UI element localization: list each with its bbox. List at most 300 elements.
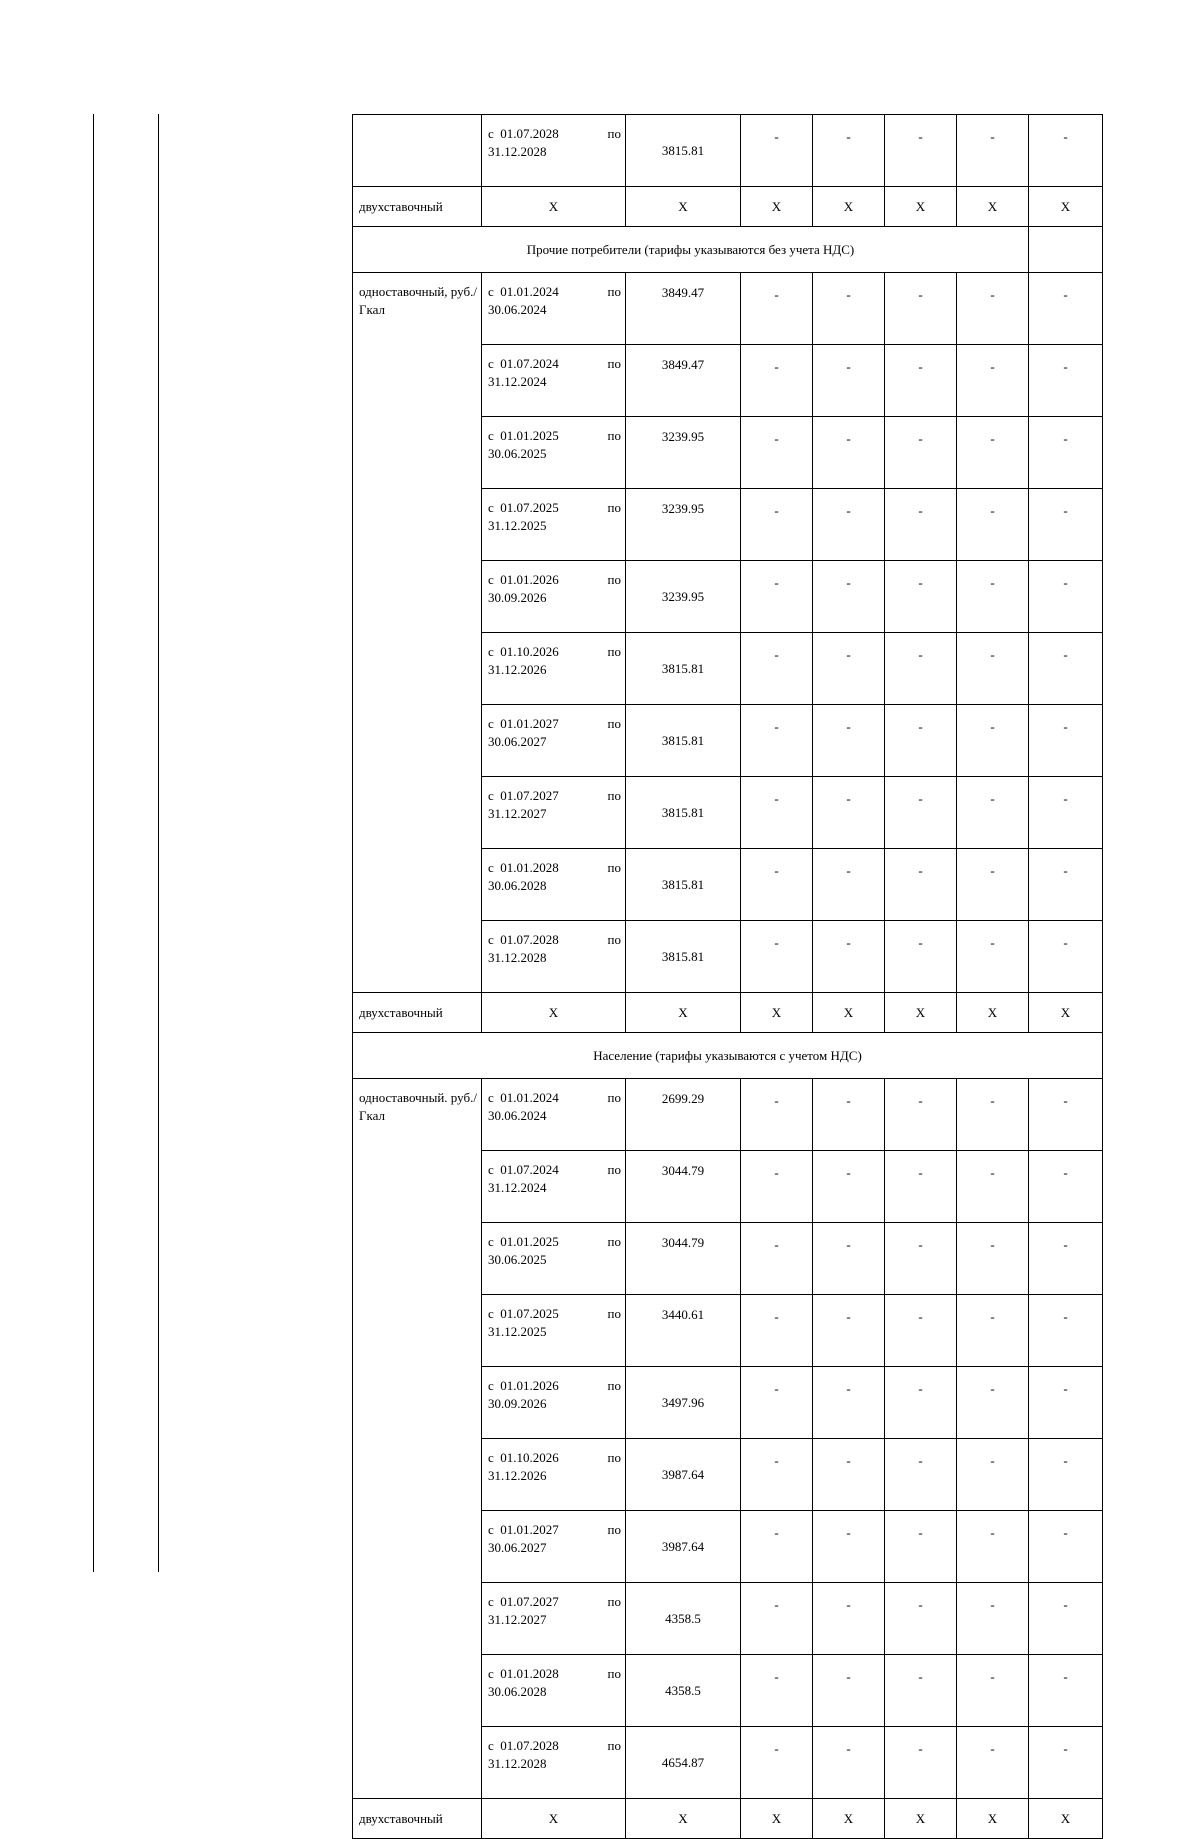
- tariff-value-cell: 3849.47: [626, 345, 741, 417]
- two-rate-row: [353, 1799, 1103, 1839]
- empty-value-cell: -: [813, 1583, 885, 1655]
- empty-value-cell: -: [813, 1079, 885, 1151]
- empty-value-cell: -: [1029, 115, 1103, 187]
- empty-value-cell: -: [741, 705, 813, 777]
- period-line-start: [488, 715, 621, 733]
- period-from: [488, 1305, 559, 1323]
- period-line-start: [488, 1233, 621, 1251]
- to-word: по: [607, 1594, 621, 1609]
- empty-value-cell: -: [741, 921, 813, 993]
- tariff-table: [352, 114, 1103, 1839]
- period-cell: [482, 417, 626, 489]
- period-cell: [482, 1295, 626, 1367]
- period-from: [488, 571, 559, 589]
- period-from: [488, 1593, 559, 1611]
- empty-value-cell: -: [885, 115, 957, 187]
- date-from: 01.07.2024: [500, 356, 559, 371]
- empty-value-cell: -: [813, 489, 885, 561]
- empty-value-cell: -: [813, 1511, 885, 1583]
- empty-value-cell: -: [813, 1655, 885, 1727]
- x-cell: X: [1029, 1799, 1103, 1839]
- from-word: с: [488, 860, 494, 875]
- period-from: [488, 1665, 559, 1683]
- date-to: 31.12.2024: [488, 1180, 547, 1195]
- empty-value-cell: -: [957, 1655, 1029, 1727]
- date-from: 01.07.2025: [500, 500, 559, 515]
- period-line-start: [488, 1161, 621, 1179]
- date-to: 31.12.2028: [488, 950, 547, 965]
- period-cell: [482, 921, 626, 993]
- empty-value-cell: -: [741, 489, 813, 561]
- period-line-start: [488, 499, 621, 517]
- tariff-value-cell: 3440.61: [626, 1295, 741, 1367]
- period-from: [488, 1161, 559, 1179]
- period-line-start: [488, 859, 621, 877]
- to-word: по: [607, 716, 621, 731]
- empty-value-cell: -: [885, 705, 957, 777]
- empty-value-cell: -: [741, 1295, 813, 1367]
- empty-value-cell: -: [813, 1295, 885, 1367]
- period-from: [488, 499, 559, 517]
- x-cell: X: [957, 993, 1029, 1033]
- date-from: 01.01.2026: [500, 1378, 559, 1393]
- from-word: с: [488, 500, 494, 515]
- empty-value-cell: -: [885, 1367, 957, 1439]
- date-to: 30.06.2024: [488, 302, 547, 317]
- tariff-type-cell: двухставочный: [353, 993, 482, 1033]
- empty-value-cell: -: [885, 1583, 957, 1655]
- empty-value-cell: -: [885, 633, 957, 705]
- empty-value-cell: -: [957, 561, 1029, 633]
- to-word: по: [607, 1522, 621, 1537]
- date-to: 30.06.2025: [488, 1252, 547, 1267]
- period-from: [488, 1737, 559, 1755]
- date-to: 30.09.2026: [488, 1396, 547, 1411]
- date-from: 01.01.2024: [500, 284, 559, 299]
- period-line-start: [488, 1449, 621, 1467]
- empty-value-cell: -: [885, 489, 957, 561]
- x-cell: X: [626, 1799, 741, 1839]
- x-cell: X: [741, 993, 813, 1033]
- from-word: с: [488, 932, 494, 947]
- date-from: 01.10.2026: [500, 644, 559, 659]
- empty-value-cell: -: [885, 1079, 957, 1151]
- empty-value-cell: -: [741, 849, 813, 921]
- date-to: 30.06.2028: [488, 1684, 547, 1699]
- period-cell: [482, 633, 626, 705]
- date-to: 30.06.2028: [488, 878, 547, 893]
- empty-value-cell: -: [1029, 273, 1103, 345]
- empty-value-cell: -: [957, 273, 1029, 345]
- period-cell: [482, 705, 626, 777]
- empty-value-cell: -: [813, 633, 885, 705]
- x-cell: X: [813, 993, 885, 1033]
- empty-value-cell: -: [957, 1295, 1029, 1367]
- empty-value-cell: -: [741, 1367, 813, 1439]
- table-row: [353, 115, 1103, 187]
- from-word: с: [488, 788, 494, 803]
- date-from: 01.01.2025: [500, 428, 559, 443]
- tariff-value-cell: 4654.87: [626, 1727, 741, 1799]
- empty-value-cell: -: [957, 921, 1029, 993]
- tariff-value-cell: 3239.95: [626, 561, 741, 633]
- date-from: 01.01.2024: [500, 1090, 559, 1105]
- section-header-row: [353, 1033, 1103, 1079]
- to-word: по: [607, 1450, 621, 1465]
- empty-value-cell: -: [813, 777, 885, 849]
- empty-value-cell: -: [1029, 345, 1103, 417]
- empty-value-cell: -: [885, 345, 957, 417]
- empty-value-cell: -: [741, 115, 813, 187]
- tariff-type-cell: одноставочный. руб./Гкал: [353, 1079, 482, 1799]
- empty-value-cell: -: [1029, 921, 1103, 993]
- empty-value-cell: -: [813, 1727, 885, 1799]
- period-line-start: [488, 1305, 621, 1323]
- period-line-start: [488, 1089, 621, 1107]
- period-cell: [482, 1223, 626, 1295]
- empty-value-cell: -: [885, 1655, 957, 1727]
- empty-value-cell: -: [885, 1727, 957, 1799]
- empty-value-cell: -: [741, 1583, 813, 1655]
- empty-value-cell: -: [957, 1727, 1029, 1799]
- empty-value-cell: -: [813, 849, 885, 921]
- from-word: с: [488, 716, 494, 731]
- period-line-start: [488, 125, 621, 143]
- x-cell: X: [957, 1799, 1029, 1839]
- period-cell: [482, 115, 626, 187]
- tariff-value-cell: 3239.95: [626, 489, 741, 561]
- x-cell: X: [813, 187, 885, 227]
- empty-value-cell: -: [813, 1367, 885, 1439]
- to-word: по: [607, 1738, 621, 1753]
- empty-value-cell: -: [813, 705, 885, 777]
- empty-value-cell: -: [885, 921, 957, 993]
- period-cell: [482, 345, 626, 417]
- period-from: [488, 931, 559, 949]
- tariff-value-cell: 3239.95: [626, 417, 741, 489]
- period-cell: [482, 1511, 626, 1583]
- x-cell: X: [885, 187, 957, 227]
- empty-value-cell: -: [741, 1079, 813, 1151]
- to-word: по: [607, 284, 621, 299]
- from-word: с: [488, 1522, 494, 1537]
- table-row: [353, 273, 1103, 345]
- empty-value-cell: -: [885, 273, 957, 345]
- empty-value-cell: -: [1029, 561, 1103, 633]
- x-cell: X: [482, 187, 626, 227]
- from-word: с: [488, 1234, 494, 1249]
- empty-value-cell: -: [1029, 1439, 1103, 1511]
- empty-value-cell: -: [741, 633, 813, 705]
- empty-value-cell: -: [813, 1151, 885, 1223]
- date-from: 01.07.2027: [500, 788, 559, 803]
- tariff-value-cell: 4358.5: [626, 1655, 741, 1727]
- to-word: по: [607, 1090, 621, 1105]
- period-cell: [482, 1727, 626, 1799]
- tariff-value-cell: 3044.79: [626, 1151, 741, 1223]
- from-word: с: [488, 428, 494, 443]
- empty-value-cell: -: [957, 1079, 1029, 1151]
- date-from: 01.10.2026: [500, 1450, 559, 1465]
- date-from: 01.07.2025: [500, 1306, 559, 1321]
- section-header-row: [353, 227, 1103, 273]
- empty-value-cell: -: [885, 1151, 957, 1223]
- empty-value-cell: -: [957, 849, 1029, 921]
- left-margin-line: [93, 114, 94, 1572]
- from-word: с: [488, 1450, 494, 1465]
- empty-value-cell: -: [957, 777, 1029, 849]
- tariff-value-cell: 3044.79: [626, 1223, 741, 1295]
- empty-value-cell: -: [813, 921, 885, 993]
- period-cell: [482, 273, 626, 345]
- x-cell: X: [482, 1799, 626, 1839]
- date-to: 31.12.2024: [488, 374, 547, 389]
- period-line-start: [488, 1377, 621, 1395]
- tariff-value-cell: 3815.81: [626, 705, 741, 777]
- to-word: по: [607, 428, 621, 443]
- empty-value-cell: -: [1029, 1295, 1103, 1367]
- period-cell: [482, 1079, 626, 1151]
- from-word: с: [488, 1378, 494, 1393]
- date-from: 01.01.2027: [500, 716, 559, 731]
- period-line-start: [488, 1521, 621, 1539]
- period-from: [488, 1089, 559, 1107]
- date-to: 30.06.2027: [488, 1540, 547, 1555]
- empty-value-cell: -: [885, 561, 957, 633]
- date-to: 31.12.2026: [488, 662, 547, 677]
- empty-cell: [1029, 227, 1103, 273]
- empty-value-cell: -: [813, 417, 885, 489]
- period-line-start: [488, 571, 621, 589]
- empty-value-cell: -: [741, 1727, 813, 1799]
- date-from: 01.07.2027: [500, 1594, 559, 1609]
- empty-value-cell: -: [1029, 1727, 1103, 1799]
- empty-value-cell: -: [957, 705, 1029, 777]
- empty-value-cell: -: [885, 1511, 957, 1583]
- from-word: с: [488, 572, 494, 587]
- from-word: с: [488, 1594, 494, 1609]
- x-cell: X: [813, 1799, 885, 1839]
- date-to: 31.12.2027: [488, 1612, 547, 1627]
- to-word: по: [607, 500, 621, 515]
- from-word: с: [488, 284, 494, 299]
- tariff-value-cell: 3815.81: [626, 921, 741, 993]
- x-cell: X: [626, 187, 741, 227]
- to-word: по: [607, 126, 621, 141]
- empty-value-cell: -: [741, 345, 813, 417]
- date-to: 30.09.2026: [488, 590, 547, 605]
- tariff-value-cell: 3987.64: [626, 1511, 741, 1583]
- to-word: по: [607, 356, 621, 371]
- date-to: 30.06.2027: [488, 734, 547, 749]
- empty-value-cell: -: [741, 1511, 813, 1583]
- empty-value-cell: -: [813, 1223, 885, 1295]
- x-cell: X: [1029, 187, 1103, 227]
- tariff-value-cell: 3815.81: [626, 115, 741, 187]
- date-to: 31.12.2026: [488, 1468, 547, 1483]
- tariff-value-cell: 3849.47: [626, 273, 741, 345]
- to-word: по: [607, 644, 621, 659]
- empty-value-cell: -: [1029, 1079, 1103, 1151]
- empty-value-cell: -: [741, 273, 813, 345]
- period-cell: [482, 777, 626, 849]
- empty-value-cell: -: [741, 1151, 813, 1223]
- date-from: 01.07.2028: [500, 932, 559, 947]
- empty-value-cell: -: [1029, 489, 1103, 561]
- from-word: с: [488, 644, 494, 659]
- period-from: [488, 1521, 559, 1539]
- empty-value-cell: -: [1029, 1151, 1103, 1223]
- to-word: по: [607, 788, 621, 803]
- empty-value-cell: -: [741, 561, 813, 633]
- to-word: по: [607, 860, 621, 875]
- x-cell: X: [1029, 993, 1103, 1033]
- empty-value-cell: -: [885, 849, 957, 921]
- period-from: [488, 427, 559, 445]
- from-word: с: [488, 1162, 494, 1177]
- period-from: [488, 787, 559, 805]
- empty-value-cell: -: [1029, 633, 1103, 705]
- period-from: [488, 1233, 559, 1251]
- x-cell: X: [482, 993, 626, 1033]
- empty-value-cell: -: [957, 1151, 1029, 1223]
- to-word: по: [607, 1162, 621, 1177]
- empty-value-cell: -: [1029, 1655, 1103, 1727]
- two-rate-row: [353, 993, 1103, 1033]
- x-cell: X: [741, 1799, 813, 1839]
- period-cell: [482, 1655, 626, 1727]
- empty-value-cell: -: [957, 115, 1029, 187]
- tariff-value-cell: 3815.81: [626, 777, 741, 849]
- empty-value-cell: -: [885, 777, 957, 849]
- x-cell: X: [885, 1799, 957, 1839]
- tariff-type-cell: одноставочный, руб./Гкал: [353, 273, 482, 993]
- period-from: [488, 283, 559, 301]
- period-cell: [482, 561, 626, 633]
- period-line-start: [488, 643, 621, 661]
- period-line-start: [488, 1737, 621, 1755]
- empty-value-cell: -: [885, 1439, 957, 1511]
- tariff-table-body: [353, 115, 1103, 1839]
- date-to: 30.06.2025: [488, 446, 547, 461]
- empty-value-cell: -: [957, 1367, 1029, 1439]
- empty-value-cell: -: [741, 417, 813, 489]
- empty-value-cell: -: [813, 1439, 885, 1511]
- date-from: 01.07.2028: [500, 1738, 559, 1753]
- period-line-start: [488, 1665, 621, 1683]
- left-column-line: [158, 114, 159, 1572]
- tariff-type-cell: двухставочный: [353, 1799, 482, 1839]
- x-cell: X: [741, 187, 813, 227]
- from-word: с: [488, 126, 494, 141]
- period-from: [488, 1449, 559, 1467]
- empty-value-cell: -: [813, 115, 885, 187]
- empty-value-cell: -: [813, 345, 885, 417]
- empty-value-cell: -: [1029, 1583, 1103, 1655]
- period-cell: [482, 849, 626, 921]
- period-cell: [482, 1583, 626, 1655]
- to-word: по: [607, 932, 621, 947]
- period-from: [488, 355, 559, 373]
- empty-value-cell: -: [957, 1223, 1029, 1295]
- date-from: 01.01.2025: [500, 1234, 559, 1249]
- from-word: с: [488, 1306, 494, 1321]
- empty-value-cell: -: [813, 561, 885, 633]
- date-to: 31.12.2028: [488, 1756, 547, 1771]
- from-word: с: [488, 1090, 494, 1105]
- from-word: с: [488, 356, 494, 371]
- period-cell: [482, 1439, 626, 1511]
- x-cell: X: [626, 993, 741, 1033]
- tariff-value-cell: 2699.29: [626, 1079, 741, 1151]
- period-line-start: [488, 427, 621, 445]
- to-word: по: [607, 1378, 621, 1393]
- tariff-value-cell: 4358.5: [626, 1583, 741, 1655]
- empty-value-cell: -: [1029, 777, 1103, 849]
- empty-value-cell: -: [957, 1511, 1029, 1583]
- from-word: с: [488, 1738, 494, 1753]
- date-from: 01.01.2026: [500, 572, 559, 587]
- empty-value-cell: -: [741, 1223, 813, 1295]
- empty-value-cell: -: [813, 273, 885, 345]
- date-to: 31.12.2025: [488, 1324, 547, 1339]
- empty-value-cell: -: [957, 489, 1029, 561]
- period-line-start: [488, 931, 621, 949]
- period-from: [488, 643, 559, 661]
- date-to: 31.12.2027: [488, 806, 547, 821]
- date-to: 31.12.2028: [488, 144, 547, 159]
- to-word: по: [607, 1306, 621, 1321]
- period-cell: [482, 489, 626, 561]
- period-cell: [482, 1151, 626, 1223]
- from-word: с: [488, 1666, 494, 1681]
- empty-value-cell: -: [1029, 849, 1103, 921]
- tariff-type-cell: двухставочный: [353, 187, 482, 227]
- empty-value-cell: -: [957, 1583, 1029, 1655]
- date-from: 01.01.2028: [500, 1666, 559, 1681]
- empty-value-cell: -: [1029, 1511, 1103, 1583]
- period-line-start: [488, 283, 621, 301]
- empty-value-cell: -: [957, 417, 1029, 489]
- tariff-value-cell: 3987.64: [626, 1439, 741, 1511]
- period-from: [488, 715, 559, 733]
- period-line-start: [488, 1593, 621, 1611]
- period-from: [488, 859, 559, 877]
- empty-value-cell: -: [957, 1439, 1029, 1511]
- period-from: [488, 125, 559, 143]
- empty-value-cell: -: [1029, 1367, 1103, 1439]
- to-word: по: [607, 572, 621, 587]
- empty-type-cell: [353, 115, 482, 187]
- section-title: Прочие потребители (тарифы указываются без учета НДС): [353, 227, 1029, 273]
- to-word: по: [607, 1666, 621, 1681]
- date-to: 30.06.2024: [488, 1108, 547, 1123]
- tariff-value-cell: 3497.96: [626, 1367, 741, 1439]
- date-to: 31.12.2025: [488, 518, 547, 533]
- empty-value-cell: -: [741, 777, 813, 849]
- empty-value-cell: -: [957, 345, 1029, 417]
- tariff-value-cell: 3815.81: [626, 633, 741, 705]
- two-rate-row: [353, 187, 1103, 227]
- tariff-value-cell: 3815.81: [626, 849, 741, 921]
- empty-value-cell: -: [741, 1439, 813, 1511]
- period-cell: [482, 1367, 626, 1439]
- period-line-start: [488, 787, 621, 805]
- empty-value-cell: -: [957, 633, 1029, 705]
- x-cell: X: [885, 993, 957, 1033]
- empty-value-cell: -: [885, 1223, 957, 1295]
- date-from: 01.01.2028: [500, 860, 559, 875]
